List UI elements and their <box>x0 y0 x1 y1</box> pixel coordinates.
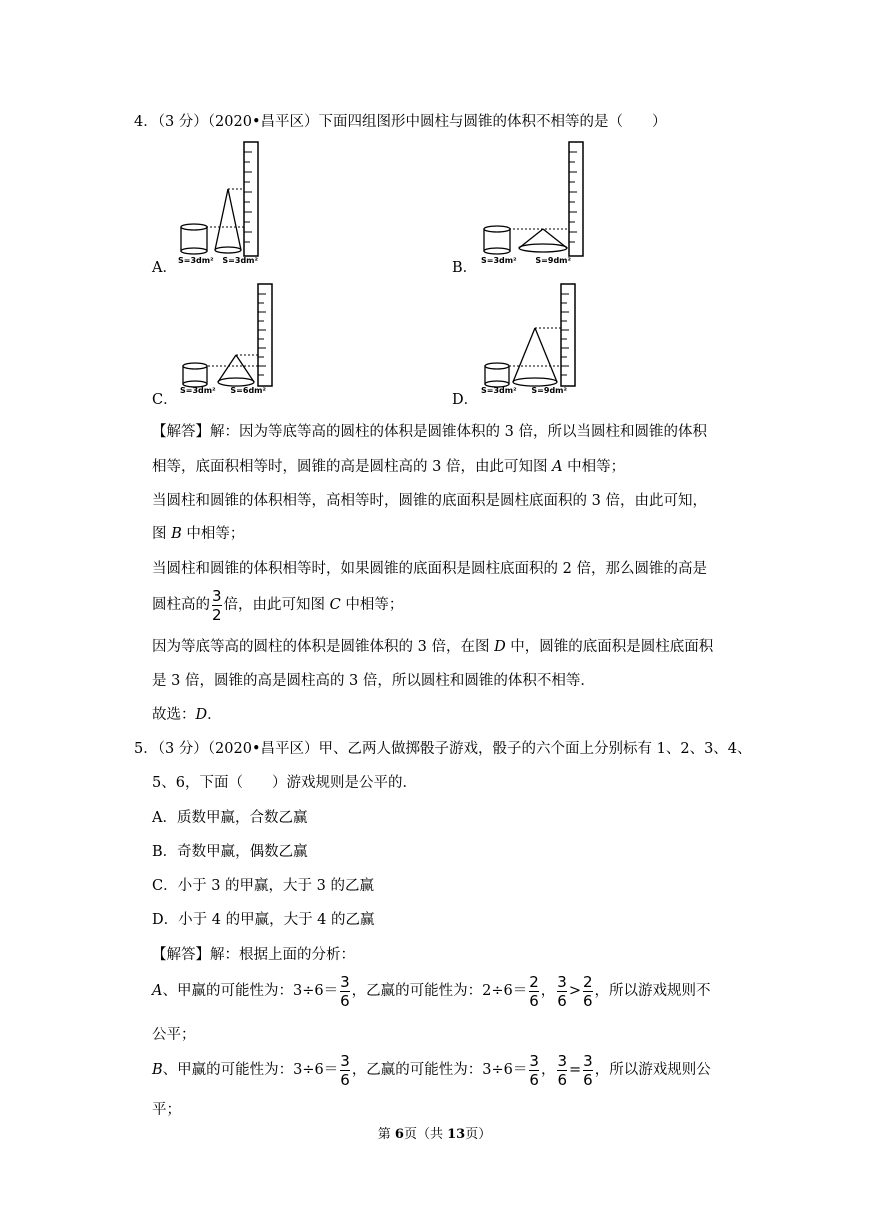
fraction-3-2: $\frac{3}{2}$ <box>212 586 222 624</box>
q5-answer-intro: 【解答】解：根据上面的分析： <box>152 947 355 963</box>
q5-stem-line-1: 5．（3 分）（2020•昌平区）甲、乙两人做掷骰子游戏，骰子的六个面上分别标有 1、2、3、4、 <box>134 741 752 757</box>
q4-answer-line-7: 因为等底等高的圆柱的体积是圆锥体积的 3 倍，在图 D 中，圆锥的底面积是圆柱底面积 <box>152 639 714 655</box>
total-pages: 13 <box>447 1127 466 1142</box>
figure-a <box>178 140 274 268</box>
q4-answer-line-3: 当圆柱和圆锥的体积相等，高相等时，圆锥的底面积是圆柱底面积的 3 倍，由此可知， <box>152 493 707 509</box>
option-c-label: C． <box>152 392 178 408</box>
q5-stem-line-2: 5、6，下面（ ）游戏规则是公平的． <box>152 775 417 791</box>
figure-c-cylinder-area: S=3dm² <box>180 386 216 395</box>
figure-d-cone-area: S=9dm² <box>531 386 568 395</box>
q5-answer-a-cont: 公平； <box>152 1027 196 1043</box>
q4-answer-line-1: 【解答】解：因为等底等高的圆柱的体积是圆锥体积的 3 倍，所以当圆柱和圆锥的体积 <box>152 424 707 440</box>
figure-b <box>481 140 593 268</box>
q4-stem: 4．（3 分）（2020•昌平区）下面四组图形中圆柱与圆锥的体积不相等的是（ ） <box>134 114 667 130</box>
q5-option-c: C．小于 3 的甲赢，大于 3 的乙赢 <box>152 878 374 894</box>
q4-answer-line-8: 是 3 倍，圆锥的高是圆柱高的 3 倍，所以圆柱和圆锥的体积不相等． <box>152 673 595 689</box>
q5-answer-a-line: A、甲赢的可能性为：3÷6＝ $\frac{3}{6}$ ，乙赢的可能性为：2÷6＝ $\frac{2}{6}$ ， $\frac{3}{6}$ > $\frac{2}{6}$ ，所以游戏规则不 <box>152 972 711 1010</box>
figure-b-cone-area: S=9dm² <box>535 256 572 265</box>
q4-answer-line-9: 故选：D． <box>152 707 222 723</box>
q5-option-b: B．奇数甲赢，偶数乙赢 <box>152 844 308 860</box>
figure-a-cone-area: S=3dm² <box>222 256 259 265</box>
q5-option-d: D．小于 4 的甲赢，大于 4 的乙赢 <box>152 912 375 928</box>
q4-answer-line-2: 相等，底面积相等时，圆锥的高是圆柱高的 3 倍，由此可知图 A 中相等； <box>152 459 626 475</box>
q5-answer-b-cont: 平； <box>152 1102 181 1118</box>
current-page: 6 <box>394 1127 404 1142</box>
q4-answer-line-4: 图 B 中相等； <box>152 526 245 542</box>
figure-d-cylinder-area: S=3dm² <box>481 386 517 395</box>
q5-answer-b-line: B、甲赢的可能性为：3÷6＝ $\frac{3}{6}$ ，乙赢的可能性为：3÷6＝ $\frac{3}{6}$ ， $\frac{3}{6}$ = $\frac{3}{6}$ ，所以游戏规则公 <box>152 1051 711 1089</box>
figure-c <box>180 282 280 395</box>
q4-answer-line-6: 圆柱高的 $\frac{3}{2}$ 倍，由此可知图 C 中相等； <box>152 586 404 624</box>
option-d-label: D． <box>452 392 479 408</box>
figure-b-cylinder-area: S=3dm² <box>481 256 517 265</box>
q5-option-a: A．质数甲赢，合数乙赢 <box>152 810 308 826</box>
figure-a-cylinder-area: S=3dm² <box>178 256 214 265</box>
figure-c-cone-area: S=6dm² <box>230 386 267 395</box>
q4-answer-line-5: 当圆柱和圆锥的体积相等时，如果圆锥的底面积是圆柱底面积的 2 倍，那么圆锥的高是 <box>152 561 707 577</box>
figure-d <box>481 282 585 395</box>
option-b-label: B． <box>452 260 478 276</box>
page-footer: 第 6页（共 13页） <box>377 1127 492 1142</box>
option-a-label: A． <box>152 260 177 276</box>
